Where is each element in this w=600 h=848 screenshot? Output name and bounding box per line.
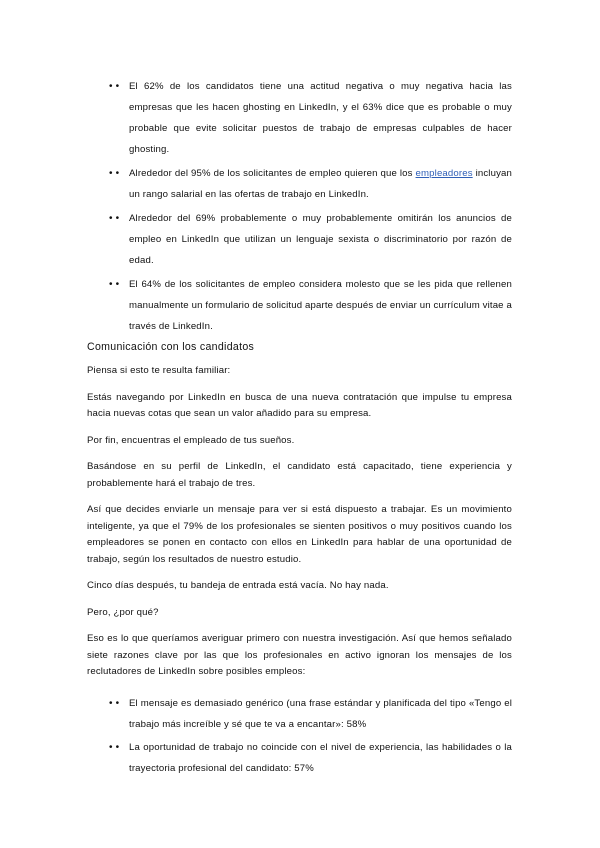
paragraph: Piensa si esto te resulta familiar: xyxy=(87,365,231,376)
paragraph: Pero, ¿por qué? xyxy=(87,606,159,618)
top-bullet-list xyxy=(87,76,512,337)
bullet-marker: • • xyxy=(109,279,120,290)
bullet-marker: • • xyxy=(109,741,120,753)
list-item xyxy=(87,163,512,205)
bullet-marker: • • xyxy=(109,168,120,179)
empleadores-link[interactable]: empleadores xyxy=(415,168,473,179)
paragraph: Cinco días después, tu bandeja de entrada está vacía. No hay nada. xyxy=(87,580,389,591)
paragraph: Así que decides enviarle un mensaje para ver si está dispuesto a trabajar. Es un movimiento inteligente, ya que el 79% de los profesionales se sienten positivos o muy positivos cuando los empleadores se ponen en contacto con ellos en LinkedIn para hablar de una oportunidad de trabajo, según los resultados de nuestro estudio. xyxy=(87,504,512,565)
list-item-text: La oportunidad de trabajo no coincide con el nivel de experiencia, las habilidades o la trayectoria profesional del candidato: 57% xyxy=(129,741,512,774)
list-item-text-after: incluyan un rango salarial en las ofertas de trabajo en LinkedIn. xyxy=(129,168,512,200)
list-item-text: El 62% de los candidatos tiene una actitud negativa o muy negativa hacia las empresas que les hacen ghosting en LinkedIn, y el 63% dice que es probable o muy probable que evite solicitar puestos de trabajo de empresas culpables de hacer ghosting. xyxy=(129,81,512,155)
paragraph: Basándose en su perfil de LinkedIn, el candidato está capacitado, tiene experiencia y probablemente hará el trabajo de tres. xyxy=(87,461,512,489)
bullet-marker: • • xyxy=(109,213,120,224)
list-item xyxy=(87,76,512,160)
paragraph: Eso es lo que queríamos averiguar primero con nuestra investigación. Así que hemos señalado siete razones clave por las que los profesionales en activo ignoran los mensajes de los reclutadores de LinkedIn sobre posibles empleos: xyxy=(87,633,512,677)
list-item-text: El 64% de los solicitantes de empleo considera molesto que se les pida que rellenen manualmente un formulario de solicitud aparte después de enviar un currículum vitae a través de LinkedIn. xyxy=(129,279,512,332)
bottom-bullet-list xyxy=(87,693,512,779)
section-heading: Comunicación con los candidatos xyxy=(87,341,255,353)
document-body xyxy=(87,76,512,781)
list-item xyxy=(87,693,512,735)
list-item-text: Alrededor del 69% probablemente o muy probablemente omitirán los anuncios de empleo en LinkedIn que utilizan un lenguaje sexista o discriminatorio por razón de edad. xyxy=(129,213,512,266)
bullet-marker: • • xyxy=(109,697,120,709)
list-item xyxy=(87,737,512,779)
list-item-text: El mensaje es demasiado genérico (una frase estándar y planificada del tipo «Tengo el trabajo más increíble y sé que te va a encantar»: 58% xyxy=(129,697,512,730)
bullet-marker: • • xyxy=(109,81,120,92)
list-item-text-before: Alrededor del 95% de los solicitantes de empleo quieren que los xyxy=(129,168,416,179)
paragraph: Por fin, encuentras el empleado de tus sueños. xyxy=(87,434,295,446)
paragraph: Estás navegando por LinkedIn en busca de una nueva contratación que impulse tu empresa hacia nuevas cotas que sean un valor añadido para su empresa. xyxy=(87,391,512,419)
list-item xyxy=(87,208,512,271)
list-item xyxy=(87,274,512,337)
